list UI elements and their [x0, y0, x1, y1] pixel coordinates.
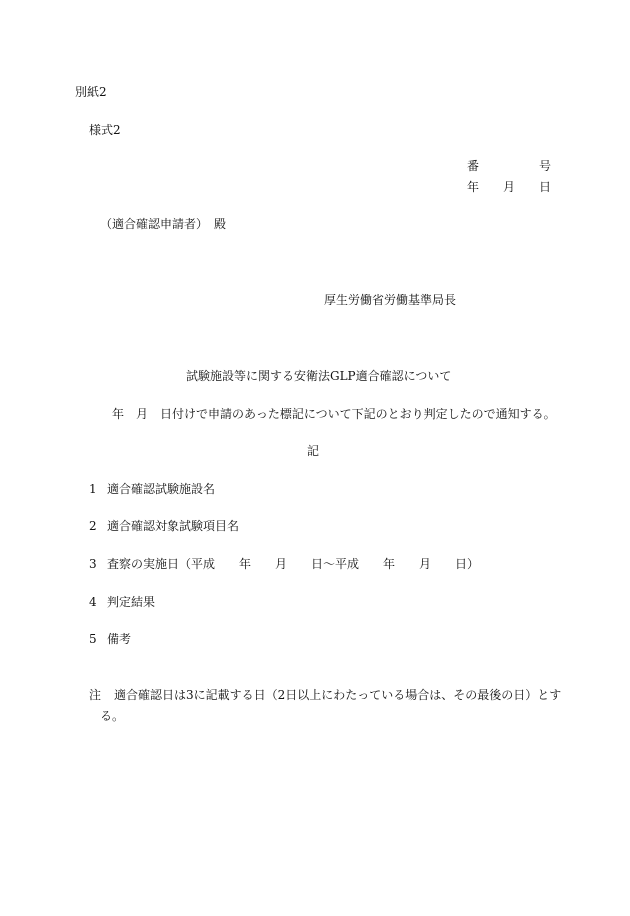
date-year: 年 [467, 180, 480, 194]
note-line-2: る。 [100, 709, 125, 723]
date-day: 日 [539, 180, 552, 194]
item-text-2: 適合確認対象試験項目名 [107, 519, 240, 533]
reference-number-right: 号 [539, 159, 552, 173]
note-line-1: 適合確認日は3に記載する日（2日以上にわたっている場合は、その最後の日）とす [114, 688, 562, 702]
item-number-3: 3 [89, 557, 97, 571]
body-text: 年 月 日付けで申請のあった標記について下記のとおり判定したので通知する。 [100, 407, 556, 421]
reference-number-left: 番 [467, 159, 480, 173]
item-number-4: 4 [89, 595, 97, 609]
addressee: （適合確認申請者） 殿 [100, 217, 227, 231]
item-text-4: 判定結果 [107, 595, 156, 609]
issuer: 厚生労働省労働基準局長 [324, 293, 457, 307]
item-text-3: 査察の実施日（平成 年 月 日～平成 年 月 日） [107, 557, 480, 571]
item-number-1: 1 [89, 482, 97, 496]
item-number-2: 2 [89, 519, 97, 533]
note-label: 注 [89, 688, 102, 702]
attachment-label: 別紙2 [75, 85, 107, 99]
document-subject: 試験施設等に関する安衛法GLP適合確認について [186, 369, 452, 383]
form-label: 様式2 [89, 123, 121, 137]
record-heading: 記 [307, 444, 320, 458]
item-text-5: 備考 [107, 632, 132, 646]
date-month: 月 [503, 180, 516, 194]
item-number-5: 5 [89, 632, 97, 646]
item-text-1: 適合確認試験施設名 [107, 482, 216, 496]
